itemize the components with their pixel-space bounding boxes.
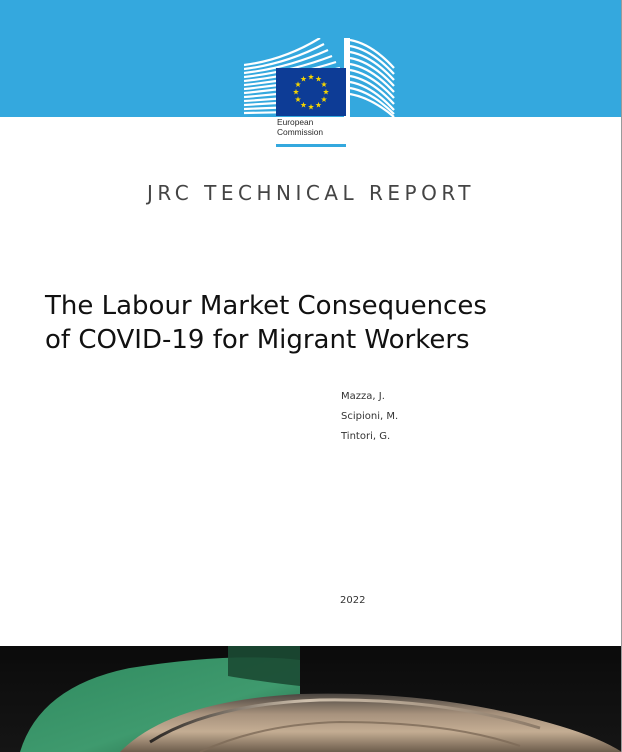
author-name: Scipioni, M. xyxy=(341,411,399,422)
eu-star-icon xyxy=(293,89,299,95)
eu-star-icon xyxy=(295,81,301,87)
eu-star-icon xyxy=(308,104,314,110)
eu-star-icon xyxy=(295,96,301,102)
logo-text-line2: Commission xyxy=(277,127,324,137)
eu-star-icon xyxy=(301,76,307,82)
eu-star-icon xyxy=(316,102,322,108)
author-name: Mazza, J. xyxy=(341,391,385,402)
eu-star-icon xyxy=(308,74,314,80)
cover-photo xyxy=(0,646,622,752)
title-line-1: The Labour Market Consequences xyxy=(45,291,487,321)
report-type: JRC TECHNICAL REPORT xyxy=(147,181,475,205)
european-commission-logo-icon xyxy=(244,38,400,156)
author-list xyxy=(341,387,398,447)
logo-text-line1: European xyxy=(277,117,314,127)
logo-rule xyxy=(276,144,346,147)
eu-star-icon xyxy=(321,81,327,87)
eu-star-icon xyxy=(316,76,322,82)
author-name: Tintori, G. xyxy=(341,431,391,442)
report-title xyxy=(45,289,585,357)
publication-year: 2022 xyxy=(340,595,366,606)
eu-flag-icon xyxy=(276,68,346,116)
eu-star-icon xyxy=(323,89,329,95)
title-line-2: of COVID-19 for Migrant Workers xyxy=(45,325,470,355)
eu-star-icon xyxy=(321,96,327,102)
logo-text xyxy=(277,117,323,137)
eu-star-icon xyxy=(301,102,307,108)
